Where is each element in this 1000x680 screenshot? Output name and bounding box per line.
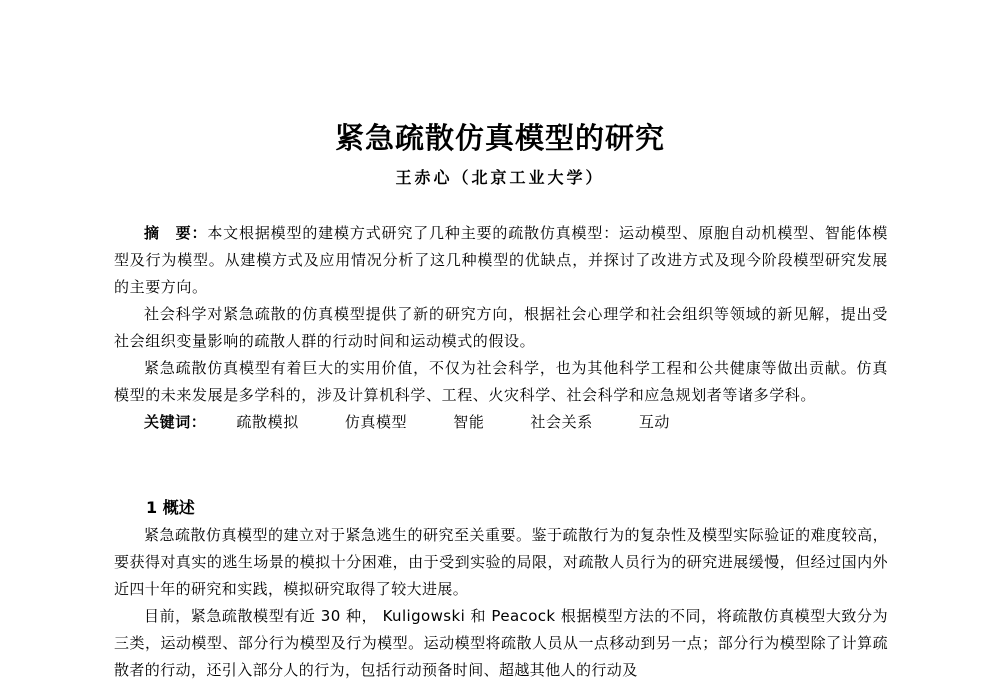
- keyword: 互动: [638, 413, 671, 431]
- abstract-paragraph: [114, 220, 888, 301]
- abstract-paragraph: 社会科学对紧急疏散的仿真模型提供了新的研究方向，根据社会心理学和社会组织等领域的新见解，提出受社会组织变量影响的疏散人群的行动时间和运动模式的假设。: [114, 305, 888, 350]
- keyword: 智能: [453, 413, 485, 431]
- abstract-text: 本文根据模型的建模方式研究了几种主要的疏散仿真模型：运动模型、原胞自动机模型、智能体模型及行为模型。从建模方式及应用情况分析了这几种模型的优缺点，并探讨了改进方式及现今阶段模型研究发展的主要方向。: [114, 224, 888, 296]
- keyword: 疏散模拟: [236, 413, 299, 431]
- section-heading: 1 概述: [146, 498, 195, 517]
- abstract-section: [114, 220, 888, 436]
- body-paragraph: 紧急疏散仿真模型的建立对于紧急逃生的研究至关重要。鉴于疏散行为的复杂性及模型实际验证的难度较高，要获得对真实的逃生场景的模拟十分困难，由于受到实验的局限，对疏散人员行为的研究进展缓慢，但经过国内外近四十年的研究和实践，模拟研究取得了较大进展。: [114, 526, 888, 598]
- body-paragraph: 目前，紧急疏散模型有近 30 种， Kuligowski 和 Peacock 根据模型方法的不同，将疏散仿真模型大致分为三类，运动模型、部分行为模型及行为模型。运动模型将疏散人员从一点移动到另一点；部分行为模型除了计算疏散者的行动，还引入部分人的行为，包括行动预备时间、超越其他人的行动及: [114, 607, 888, 679]
- abstract-paragraph: 紧急疏散仿真模型有着巨大的实用价值，不仅为社会科学，也为其他科学工程和公共健康等做出贡献。仿真模型的未来发展是多学科的，涉及计算机科学、工程、火灾科学、社会科学和应急规划者等诸多学科。: [114, 359, 888, 404]
- abstract-label: 摘 要：: [144, 224, 208, 242]
- author-affiliation: 王赤心（北京工业大学）: [395, 168, 605, 187]
- section-body: [114, 522, 888, 680]
- keyword: 社会关系: [530, 413, 593, 431]
- paper-title: 紧急疏散仿真模型的研究: [334, 121, 665, 155]
- keywords-line: [114, 409, 888, 436]
- keywords-label: 关键词：: [144, 413, 207, 431]
- keyword: 仿真模型: [344, 413, 408, 431]
